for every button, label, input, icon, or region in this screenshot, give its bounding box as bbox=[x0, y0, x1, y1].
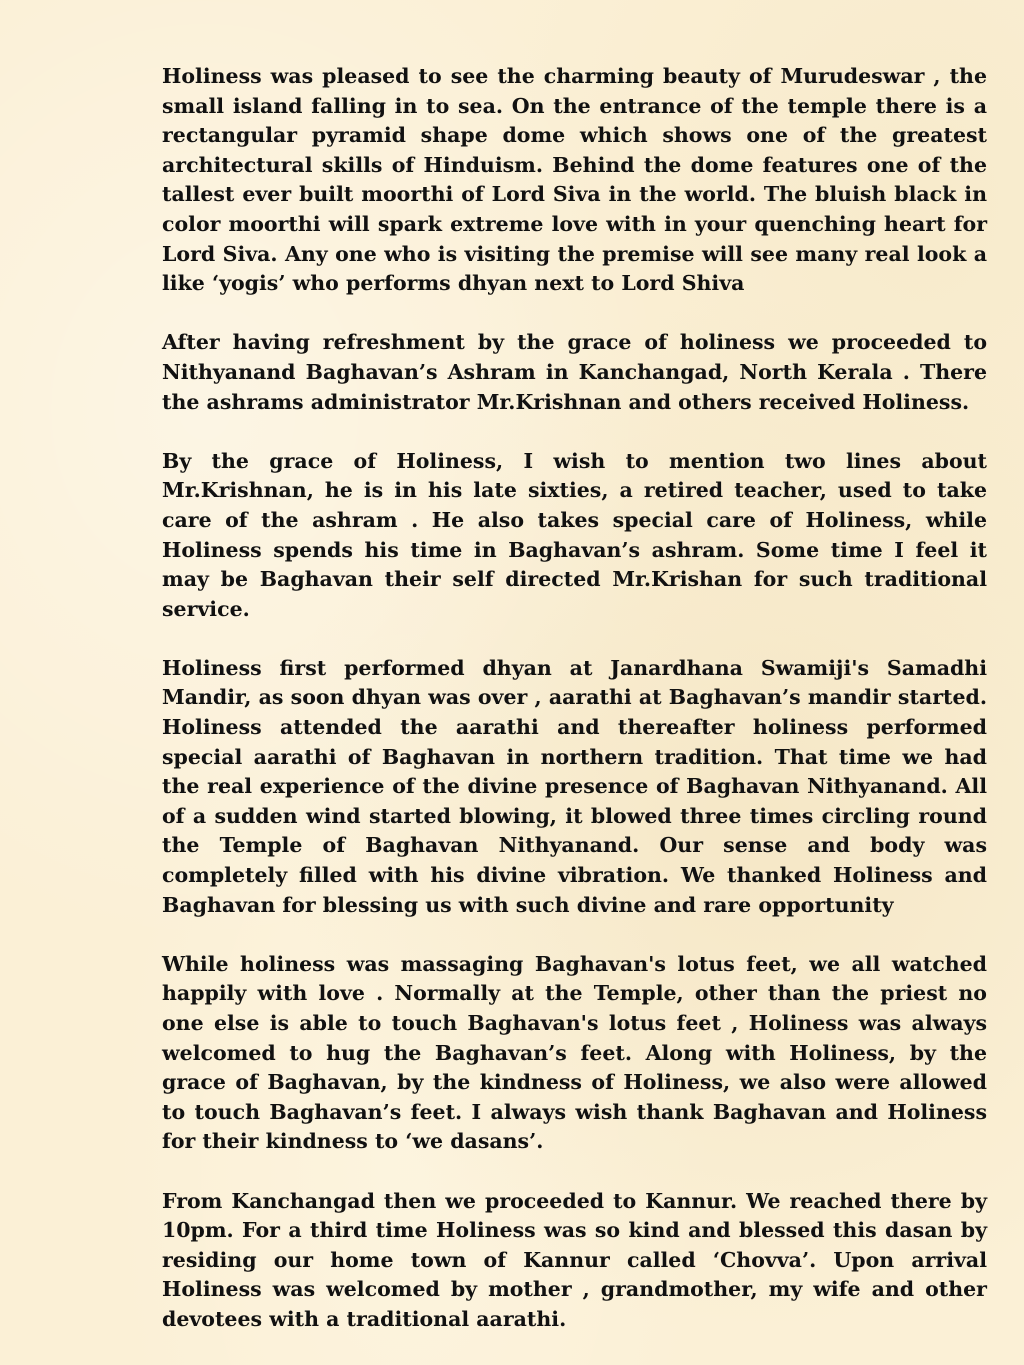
paragraph-dhyan-aarathi: Holiness first performed dhyan at Janardhana Swamiji's Samadhi Mandir, as soon dhyan was over , aarathi at Baghavan’s mandir started. Holiness attended the aarathi and thereafter holiness performed special aarathi of Baghavan in northern tradition. That time we had the real experience of the divine presence of Baghavan Nithyanand. All of a sudden wind started blowing, it blowed three times circling round the Temple of Baghavan Nithyanand. Our sense and body was completely filled with his divine vibration. We thanked Holiness and Baghavan for blessing us with such divine and rare opportunity bbox=[162, 655, 987, 917]
paragraph-murudeswar: Holiness was pleased to see the charming beauty of Murudeswar , the small island falling in to sea. On the entrance of the temple there is a rectangular pyramid shape dome which shows one of the greatest architectural skills of Hinduism. Behind the dome features one of the tallest ever built moorthi of Lord Siva in the world. The bluish black in color moorthi will spark extreme love with in your quenching heart for Lord Siva. Any one who is visiting the premise will see many real look a like ‘yogis’ who performs dhyan next to Lord Shiva bbox=[162, 64, 987, 296]
paragraph-mr-krishnan: By the grace of Holiness, I wish to mention two lines about Mr.Krishnan, he is in his late sixties, a retired teacher, used to take care of the ashram . He also takes special care of Holiness, while Holiness spends his time in Baghavan’s ashram. Some time I feel it may be Baghavan their self directed Mr.Krishan for such traditional service. bbox=[162, 448, 987, 621]
document-body bbox=[162, 62, 987, 1335]
paragraph-kanchangad-ashram: After having refreshment by the grace of holiness we proceeded to Nithyanand Baghavan’s Ashram in Kanchangad, North Kerala . There the ashrams administrator Mr.Krishnan and others received Holiness. bbox=[162, 330, 987, 414]
paragraph-kannur-arrival: From Kanchangad then we proceeded to Kannur. We reached there by 10pm. For a third time Holiness was so kind and blessed this dasan by residing our home town of Kannur called ‘Chovva’. Upon arrival Holiness was welcomed by mother , grandmother, my wife and other devotees with a traditional aarathi. bbox=[162, 1188, 987, 1331]
paragraph-lotus-feet: While holiness was massaging Baghavan's lotus feet, we all watched happily with love . Normally at the Temple, other than the priest no one else is able to touch Baghavan's lotus feet , Holiness was always welcomed to hug the Baghavan’s feet. Along with Holiness, by the grace of Baghavan, by the kindness of Holiness, we also were allowed to touch Baghavan’s feet. I always wish thank Baghavan and Holiness for their kindness to ‘we dasans’. bbox=[162, 951, 987, 1154]
